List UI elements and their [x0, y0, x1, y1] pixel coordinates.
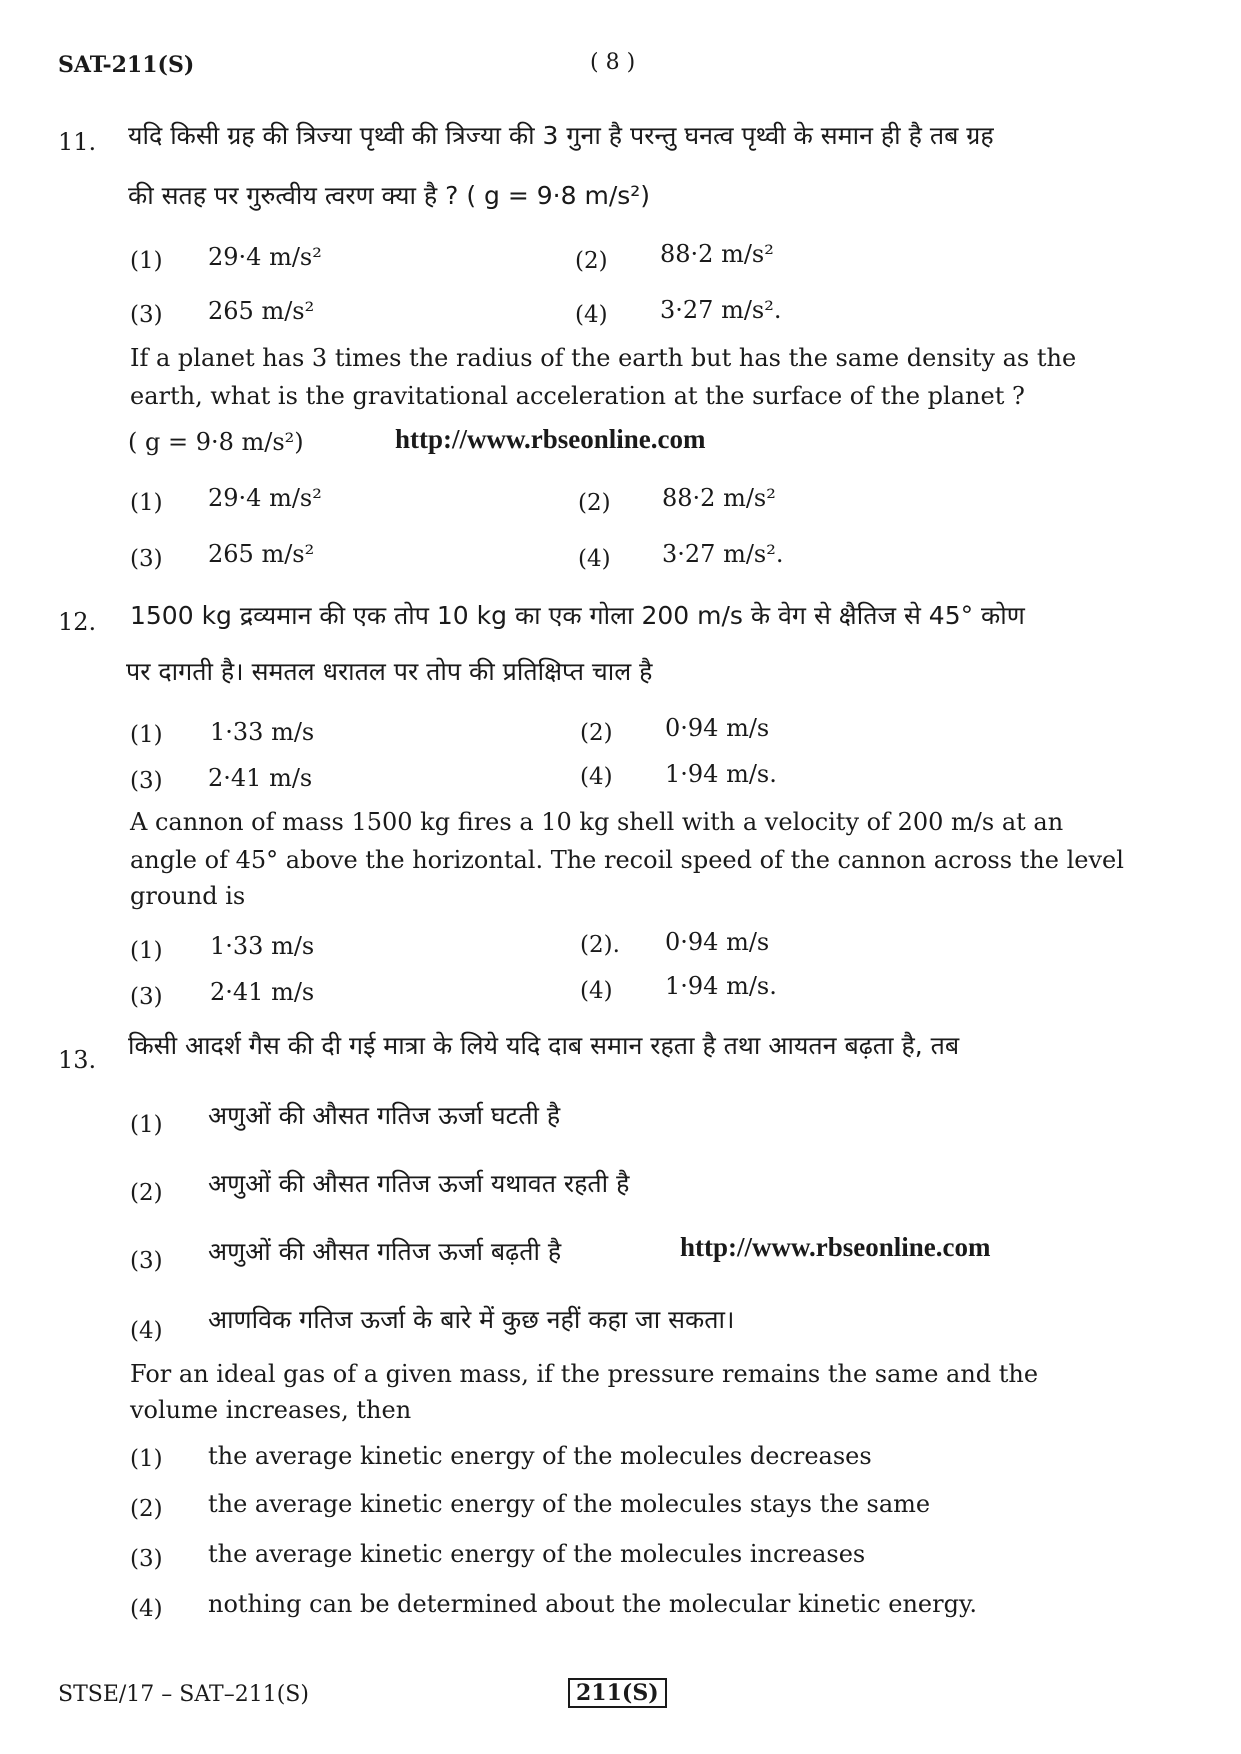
option-number: (3): [130, 1248, 163, 1274]
option-number: (2): [578, 490, 611, 516]
question-english-line: If a planet has 3 times the radius of the earth but has the same density as the: [130, 344, 1077, 372]
option-value: 2·41 m/s: [210, 978, 315, 1006]
question-english-line: volume increases, then: [130, 1396, 412, 1424]
option-number: (1): [130, 490, 163, 516]
option-value: the average kinetic energy of the molecules stays the same: [208, 1490, 931, 1518]
question-hindi-line: पर दागती है। समतल धरातल पर तोप की प्रतिक्षिप्त चाल है: [126, 657, 653, 686]
option-number: (4): [578, 546, 611, 572]
option-value: 88·2 m/s²: [660, 240, 774, 268]
option-value: 265 m/s²: [208, 297, 315, 325]
page-number: ( 8 ): [590, 50, 636, 75]
option-value: 0·94 m/s: [665, 928, 770, 956]
question-number: 12.: [58, 608, 97, 636]
header-code: SAT-211(S): [58, 52, 195, 78]
option-number: (3): [130, 546, 163, 572]
option-value: 1·33 m/s: [210, 932, 315, 960]
option-value: 265 m/s²: [208, 540, 315, 568]
option-value: 0·94 m/s: [665, 714, 770, 742]
option-value: आणविक गतिज ऊर्जा के बारे में कुछ नहीं कहा जा सकता।: [208, 1305, 735, 1334]
option-value: 1·94 m/s.: [665, 760, 777, 788]
footer-code: STSE/17 – SAT–211(S): [58, 1682, 309, 1707]
question-english-line: earth, what is the gravitational acceleration at the surface of the planet ?: [130, 382, 1025, 410]
option-value: अणुओं की औसत गतिज ऊर्जा घटती है: [208, 1101, 561, 1130]
option-value: 29·4 m/s²: [208, 243, 322, 271]
option-number: (2): [130, 1496, 163, 1522]
option-number: (2): [580, 720, 613, 746]
option-number: (1): [130, 1112, 163, 1138]
option-value: अणुओं की औसत गतिज ऊर्जा बढ़ती है: [208, 1237, 562, 1266]
option-number: (4): [575, 302, 608, 328]
option-value: 3·27 m/s².: [662, 540, 784, 568]
question-english-line: For an ideal gas of a given mass, if the pressure remains the same and the: [130, 1360, 1039, 1388]
question-hindi-line: 1500 kg द्रव्यमान की एक तोप 10 kg का एक गोला 200 m/s के वेग से क्षैतिज से 45° कोण: [130, 601, 1025, 630]
option-value: the average kinetic energy of the molecules decreases: [208, 1442, 872, 1470]
option-number: (3): [130, 302, 163, 328]
watermark-url: http://www.rbseonline.com: [395, 424, 706, 454]
option-value: 1·94 m/s.: [665, 972, 777, 1000]
question-number: 13.: [58, 1046, 97, 1074]
option-value: 3·27 m/s².: [660, 296, 782, 324]
option-value: 1·33 m/s: [210, 718, 315, 746]
option-number: (2): [130, 1180, 163, 1206]
option-number: (3): [130, 984, 163, 1010]
option-number: (1): [130, 722, 163, 748]
question-number: 11.: [58, 128, 97, 156]
question-english-line: ( g = 9·8 m/s²): [128, 428, 304, 456]
option-number: (3): [130, 768, 163, 794]
option-number: (4): [580, 764, 613, 790]
option-value: 29·4 m/s²: [208, 484, 322, 512]
option-number: (2).: [580, 932, 620, 958]
option-number: (3): [130, 1546, 163, 1572]
question-english-line: ground is: [130, 882, 246, 910]
option-number: (4): [580, 978, 613, 1004]
question-hindi-line: यदि किसी ग्रह की त्रिज्या पृथ्वी की त्रिज्या की 3 गुना है परन्तु घनत्व पृथ्वी के समान ही है तब ग्रह: [128, 121, 994, 150]
option-number: (4): [130, 1318, 163, 1344]
question-hindi-line: किसी आदर्श गैस की दी गई मात्रा के लिये यदि दाब समान रहता है तथा आयतन बढ़ता है, तब: [128, 1031, 960, 1060]
option-value: 2·41 m/s: [208, 764, 313, 792]
option-number: (1): [130, 248, 163, 274]
option-value: अणुओं की औसत गतिज ऊर्जा यथावत रहती है: [208, 1169, 630, 1198]
option-value: the average kinetic energy of the molecules increases: [208, 1540, 866, 1568]
question-english-line: A cannon of mass 1500 kg fires a 10 kg shell with a velocity of 200 m/s at an: [130, 808, 1064, 836]
option-number: (1): [130, 938, 163, 964]
question-english-line: angle of 45° above the horizontal. The recoil speed of the cannon across the level: [130, 846, 1124, 874]
question-hindi-line: की सतह पर गुरुत्वीय त्वरण क्या है ? ( g = 9·8 m/s²): [128, 181, 651, 210]
watermark-url: http://www.rbseonline.com: [680, 1232, 991, 1262]
option-number: (2): [575, 248, 608, 274]
option-value: nothing can be determined about the molecular kinetic energy.: [208, 1590, 977, 1618]
option-value: 88·2 m/s²: [662, 484, 776, 512]
footer-page-box: 211(S): [568, 1678, 667, 1708]
option-number: (1): [130, 1446, 163, 1472]
option-number: (4): [130, 1596, 163, 1622]
